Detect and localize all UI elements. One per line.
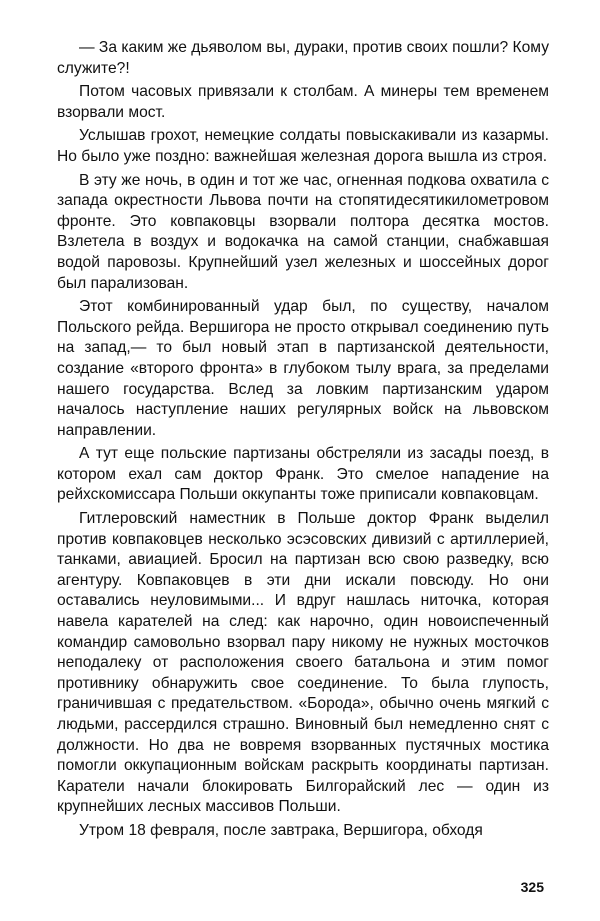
- paragraph: Гитлеровский наместник в Польше доктор Франк выделил против ковпаковцев несколько эсэсовских дивизий с артиллерией, танками, авиацией. Бросил на партизан всю свою разведку, всю агентуру. Ковпаковцев в эти дни искали повсюду. Но они оставались неуловимыми... И вдруг нашлась ниточка, которая навела карателей на след: как нарочно, один новоиспеченный командир самовольно взорвал пару никому не нужных мосточков неподалеку от расположения своего батальона и этим помог противнику обнаружить свое соединение. То была глупость, граничившая с предательством. «Борода», обычно очень мягкий с людьми, рассердился страшно. Виновный был немедленно снят с должности. Но два не вовремя взорванных пустячных мостика помогли оккупационным войскам раскрыть координаты партизан. Каратели начали блокировать Билгорайский лес — один из крупнейших лесных массивов Польши.: [57, 510, 549, 816]
- paragraph: Этот комбинированный удар был, по существу, началом Польского рейда. Вершигора не просто открывал соединению путь на запад,— то был новый этап в партизанской деятельности, создание «второго фронта» в глубоком тылу врага, за пределами нашего государства. Вслед за ловким партизанским ударом началось наступление наших регулярных войск на львовском направлении.: [57, 298, 549, 439]
- paragraph: — За каким же дьяволом вы, дураки, против своих пошли? Кому служите?!: [57, 39, 549, 77]
- paragraph: Услышав грохот, немецкие солдаты повыскакивали из казармы. Но было уже поздно: важнейшая железная дорога вышла из строя.: [57, 127, 549, 165]
- paragraph: Утром 18 февраля, после завтрака, Вершигора, обходя: [79, 821, 483, 839]
- page-body: [57, 38, 549, 845]
- paragraph: В эту же ночь, в один и тот же час, огненная подкова охватила с запада окрестности Львова почти на стопятидесятикилометровом фронте. Это ковпаковцы взорвали полтора десятка мостов. Взлетела в воздух и водокачка на самой станции, снабжавшая водой паровозы. Крупнейший узел железных и шоссейных дорог был парализован.: [57, 171, 549, 292]
- page-number: 325: [520, 879, 544, 895]
- paragraph: А тут еще польские партизаны обстреляли из засады поезд, в котором ехал сам доктор Франк. Это смелое нападение на рейхскомиссара Польши оккупанты тоже приписали ковпаковцам.: [57, 445, 549, 504]
- paragraph: Потом часовых привязали к столбам. А минеры тем временем взорвали мост.: [57, 83, 549, 121]
